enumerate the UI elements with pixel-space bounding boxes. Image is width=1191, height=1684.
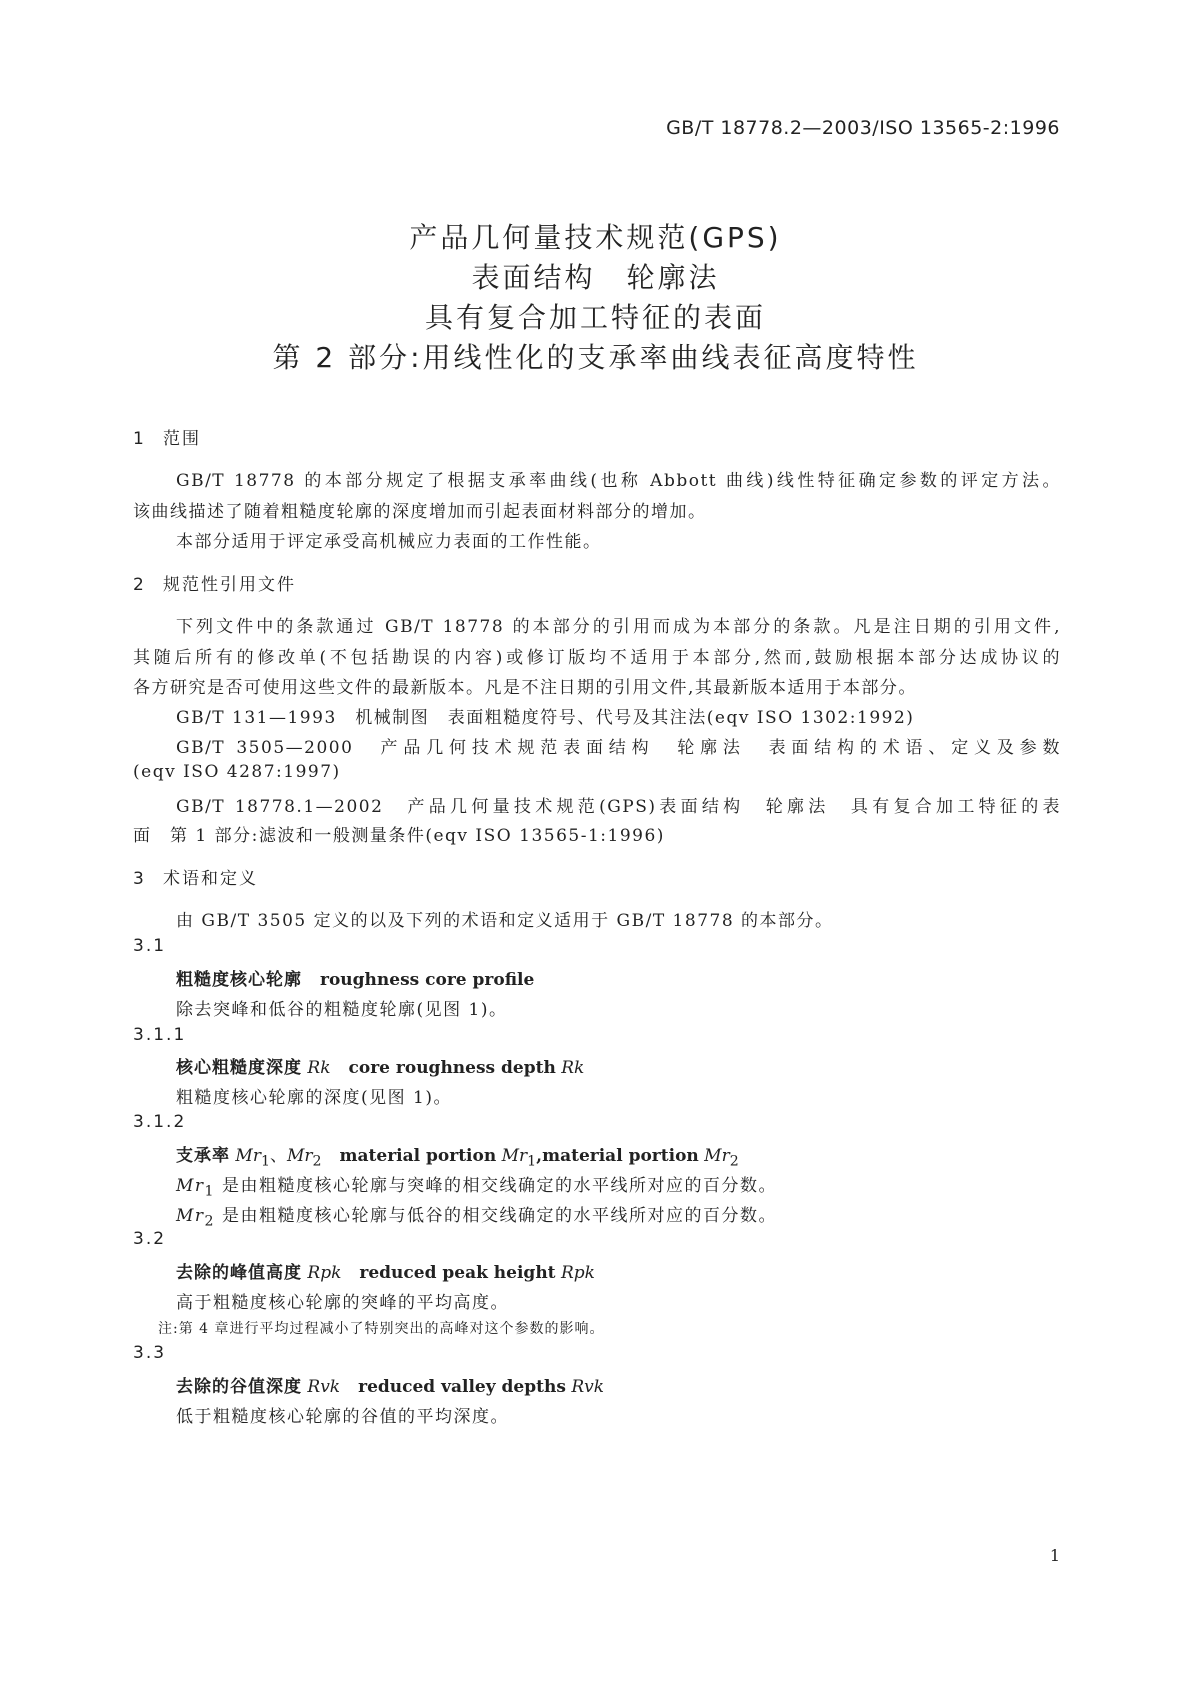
title-line-2: 表面结构 轮廓法 xyxy=(471,261,720,294)
term-zh: 支承率 xyxy=(176,1146,230,1166)
section-title: 范围 xyxy=(163,429,201,449)
term-symbol: Mr xyxy=(176,1206,205,1226)
definition-text: 是由粗糙度核心轮廓与突峰的相交线确定的水平线所对应的百分数。 xyxy=(221,1176,777,1196)
reference-3-line-2: 面 第 1 部分:滤波和一般测量条件(eqv ISO 13565-1:1996) xyxy=(133,826,665,846)
term-entry xyxy=(176,1258,595,1283)
term-en: reduced valley depths xyxy=(358,1377,566,1397)
section-title: 规范性引用文件 xyxy=(163,575,296,595)
definition-text: 是由粗糙度核心轮廓与低谷的相交线确定的水平线所对应的百分数。 xyxy=(221,1206,777,1226)
section-2-para-line-3: 各方研究是否可使用这些文件的最新版本。凡是不注日期的引用文件,其最新版本适用于本部分。 xyxy=(133,678,917,698)
section-number: 3 xyxy=(133,869,146,889)
term-symbol: Mr xyxy=(286,1146,313,1166)
term-symbol: Rk xyxy=(561,1058,585,1078)
section-title: 术语和定义 xyxy=(163,869,258,889)
section-2-heading xyxy=(133,570,296,595)
reference-1: GB/T 131—1993 机械制图 表面粗糙度符号、代号及其注法(eqv ISO 1302:1992) xyxy=(176,708,915,728)
term-zh: 去除的峰值高度 xyxy=(176,1263,302,1283)
term-symbol: Rvk xyxy=(307,1377,341,1397)
section-1-para-2: 本部分适用于评定承受高机械应力表面的工作性能。 xyxy=(176,532,602,552)
term-symbol: Mr xyxy=(501,1146,528,1166)
term-definition: 高于粗糙度核心轮廓的突峰的平均高度。 xyxy=(176,1293,509,1313)
clause-number: 3.1 xyxy=(133,936,167,956)
title-line-1: 产品几何量技术规范(GPS) xyxy=(409,221,782,254)
term-zh: 核心粗糙度深度 xyxy=(176,1058,302,1078)
term-zh: 粗糙度核心轮廓 xyxy=(176,970,302,990)
section-3-intro: 由 GB/T 3505 定义的以及下列的术语和定义适用于 GB/T 18778 的本部分。 xyxy=(176,911,834,931)
section-2-para-line-1: 下列文件中的条款通过 GB/T 18778 的本部分的引用而成为本部分的条款。凡是注日期的引用文件, xyxy=(176,617,1061,637)
section-number: 1 xyxy=(133,429,146,449)
term-definition xyxy=(176,1171,777,1199)
subscript: 1 xyxy=(527,1153,537,1170)
title-line-4: 第 2 部分:用线性化的支承率曲线表征高度特性 xyxy=(272,341,919,374)
standard-code: GB/T 18778.2—2003/ISO 13565-2:1996 xyxy=(666,117,1060,139)
term-definition: 粗糙度核心轮廓的深度(见图 1)。 xyxy=(176,1088,452,1108)
term-en: core roughness depth xyxy=(348,1058,556,1078)
section-2-para-line-2: 其随后所有的修改单(不包括勘误的内容)或修订版均不适用于本部分,然而,鼓励根据本部分达成协议的 xyxy=(133,648,1061,668)
term-definition: 低于粗糙度核心轮廓的谷值的平均深度。 xyxy=(176,1407,509,1427)
title-line-3: 具有复合加工特征的表面 xyxy=(424,301,766,334)
term-definition xyxy=(176,1201,777,1229)
section-1-heading xyxy=(133,424,201,449)
term-symbol: Rvk xyxy=(571,1377,605,1397)
subscript: 1 xyxy=(260,1153,270,1170)
subscript: 1 xyxy=(204,1183,216,1200)
subscript: 2 xyxy=(312,1153,322,1170)
page-number: 1 xyxy=(1049,1546,1060,1565)
term-zh: 去除的谷值深度 xyxy=(176,1377,302,1397)
term-en: material portion xyxy=(339,1146,497,1166)
separator: , xyxy=(536,1146,543,1166)
term-entry xyxy=(176,1053,584,1078)
section-3-heading xyxy=(133,864,258,889)
section-1-para-1-line-2: 该曲线描述了随着粗糙度轮廓的深度增加而引起表面材料部分的增加。 xyxy=(133,502,707,522)
term-symbol: Rk xyxy=(307,1058,331,1078)
reference-2-line-2: (eqv ISO 4287:1997) xyxy=(133,762,341,782)
reference-3-line-1: GB/T 18778.1—2002 产品几何量技术规范(GPS)表面结构 轮廓法 具有复合加工特征的表 xyxy=(176,797,1061,817)
section-1-para-1-line-1: GB/T 18778 的本部分规定了根据支承率曲线(也称 Abbott 曲线)线性特征确定参数的评定方法。 xyxy=(176,471,1061,491)
term-symbol: Rpk xyxy=(307,1263,342,1283)
subscript: 2 xyxy=(729,1153,739,1170)
term-entry xyxy=(176,1372,604,1397)
term-en: material portion xyxy=(542,1146,699,1166)
term-symbol: Mr xyxy=(176,1176,205,1196)
separator: 、 xyxy=(269,1146,287,1166)
subscript: 2 xyxy=(204,1213,216,1230)
term-en: roughness core profile xyxy=(320,970,535,990)
clause-number: 3.1.1 xyxy=(133,1025,187,1045)
clause-number: 3.1.2 xyxy=(133,1112,187,1132)
term-definition: 除去突峰和低谷的粗糙度轮廓(见图 1)。 xyxy=(176,1000,508,1020)
clause-number: 3.2 xyxy=(133,1229,167,1249)
reference-2-line-1: GB/T 3505—2000 产品几何技术规范表面结构 轮廓法 表面结构的术语、定义及参数 xyxy=(176,738,1061,758)
term-en: reduced peak height xyxy=(359,1263,556,1283)
note: 注:第 4 章进行平均过程减小了特别突出的高峰对这个参数的影响。 xyxy=(158,1321,605,1337)
term-symbol: Mr xyxy=(704,1146,730,1166)
term-symbol: Rpk xyxy=(560,1263,595,1283)
term-entry xyxy=(176,1141,739,1169)
term-entry xyxy=(176,965,534,990)
clause-number: 3.3 xyxy=(133,1343,167,1363)
term-symbol: Mr xyxy=(235,1146,261,1166)
section-number: 2 xyxy=(133,575,146,595)
